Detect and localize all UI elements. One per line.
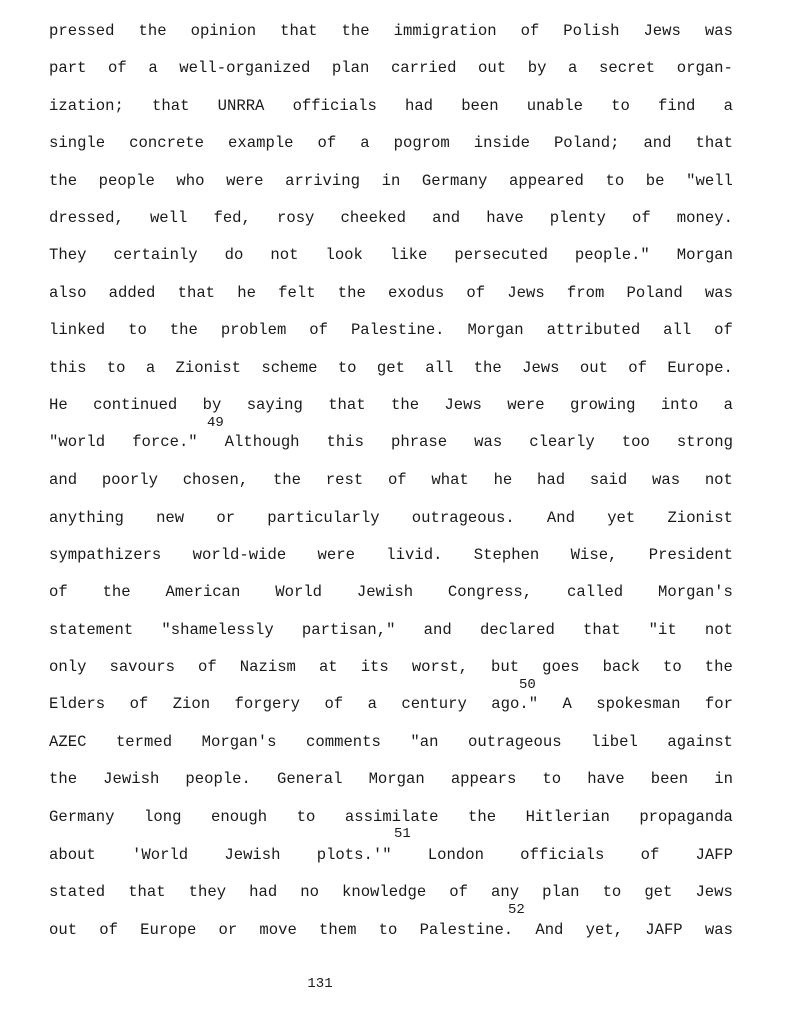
text-line: linked to the problem of Palestine. Morgan attributed all of [49, 321, 733, 339]
footnote-marker-49: 49 [207, 415, 224, 431]
text-line: about 'World Jewish plots.'" London officials of JAFP [49, 846, 733, 864]
text-line: sympathizers world-wide were livid. Stephen Wise, President [49, 546, 733, 564]
text-line: ization; that UNRRA officials had been unable to find a [49, 97, 733, 115]
text-line: Germany long enough to assimilate the Hitlerian propaganda [49, 808, 733, 826]
text-line: They certainly do not look like persecuted people." Morgan [49, 246, 733, 264]
text-line: dressed, well fed, rosy cheeked and have plenty of money. [49, 209, 733, 227]
footnote-marker-51: 51 [394, 826, 411, 842]
text-line: the Jewish people. General Morgan appears to have been in [49, 770, 733, 788]
text-line: statement "shamelessly partisan," and declared that "it not [49, 621, 733, 639]
text-line: also added that he felt the exodus of Jews from Poland was [49, 284, 733, 302]
text-line: He continued by saying that the Jews were growing into a [49, 396, 733, 414]
footnote-marker-50: 50 [519, 677, 536, 693]
text-line: and poorly chosen, the rest of what he had said was not [49, 471, 733, 489]
text-line: only savours of Nazism at its worst, but goes back to the [49, 658, 733, 676]
text-line: part of a well-organized plan carried out by a secret organ- [49, 59, 733, 77]
text-line: out of Europe or move them to Palestine. And yet, JAFP was [49, 921, 733, 939]
footnote-marker-52: 52 [508, 902, 525, 918]
text-line: anything new or particularly outrageous. And yet Zionist [49, 509, 733, 527]
text-line: the people who were arriving in Germany appeared to be "well [49, 172, 733, 190]
text-line: stated that they had no knowledge of any plan to get Jews [49, 883, 733, 901]
text-line: Elders of Zion forgery of a century ago." A spokesman for [49, 695, 733, 713]
text-line: AZEC termed Morgan's comments "an outrageous libel against [49, 733, 733, 751]
text-line: of the American World Jewish Congress, called Morgan's [49, 583, 733, 601]
page-number: 131 [307, 976, 333, 992]
text-line: pressed the opinion that the immigration of Polish Jews was [49, 22, 733, 40]
text-line: single concrete example of a pogrom inside Poland; and that [49, 134, 733, 152]
text-line: this to a Zionist scheme to get all the Jews out of Europe. [49, 359, 733, 377]
text-line: "world force." Although this phrase was clearly too strong [49, 433, 733, 451]
